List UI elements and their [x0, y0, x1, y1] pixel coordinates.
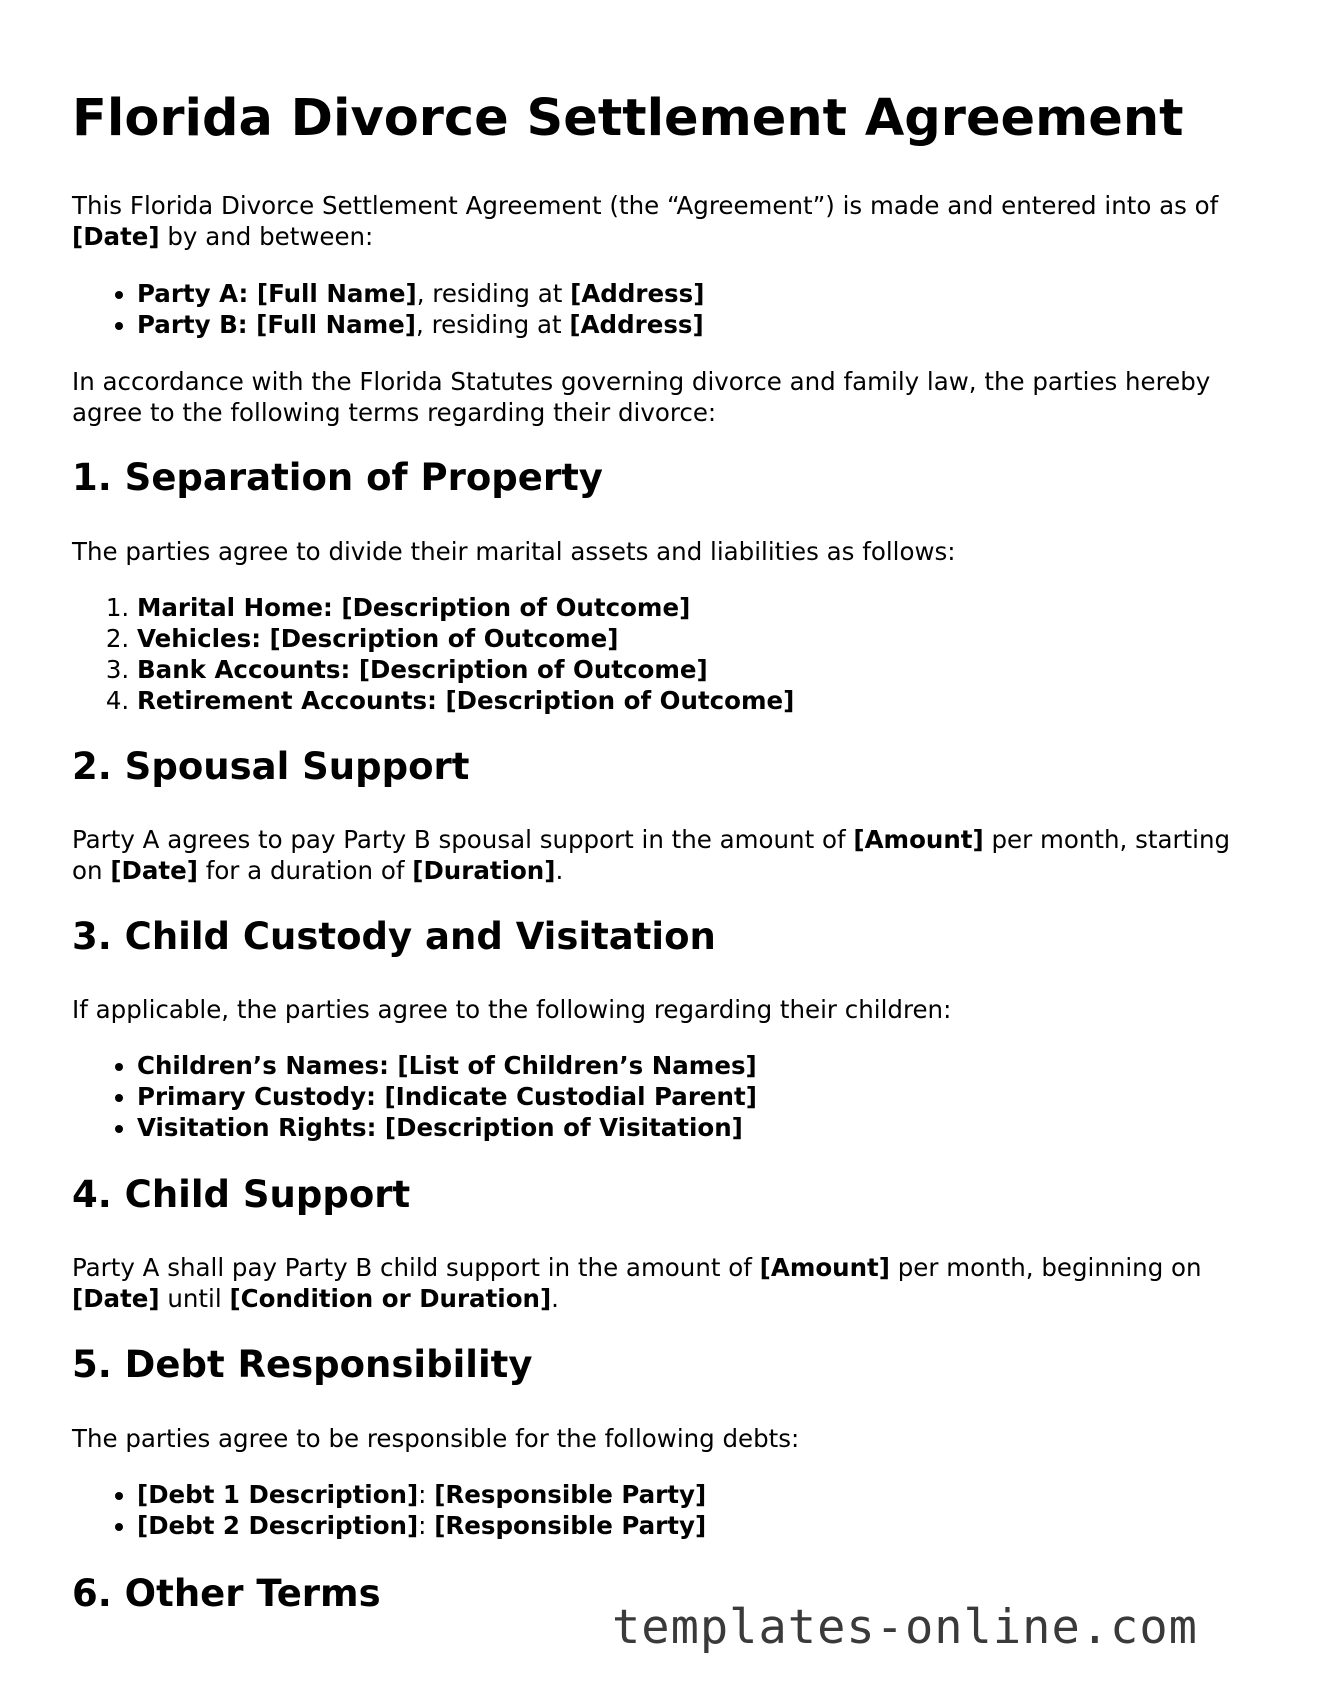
list-item: 2. Vehicles: [Description of Outcome]	[137, 623, 794, 654]
section-heading: 4. Child Support	[72, 1173, 411, 1216]
spousal-support-paragraph: Party A agrees to pay Party B spousal support in the amount of [Amount] per month, starting on [Date] for a duration of [Duration].	[72, 825, 1231, 885]
list-item: 3. Bank Accounts: [Description of Outcome]	[137, 654, 794, 685]
list-item: • [Debt 1 Description]: [Responsible Party]	[137, 1479, 706, 1510]
section-text: The parties agree to be responsible for the following debts:	[72, 1424, 800, 1453]
list-item: • Visitation Rights: [Description of Visitation]	[137, 1112, 757, 1143]
accordance-paragraph: In accordance with the Florida Statutes governing divorce and family law, the parties hereby agree to the following terms regarding their divorce:	[72, 367, 1211, 427]
section-text: The parties agree to divide their marital assets and liabilities as follows:	[72, 537, 956, 566]
intro-paragraph	[72, 190, 1252, 252]
custody-list	[72, 1050, 757, 1143]
property-list	[72, 592, 794, 716]
section-heading: 5. Debt Responsibility	[72, 1343, 533, 1386]
parties-list	[72, 278, 704, 340]
intro-date: [Date]	[72, 222, 160, 251]
intro-text-end: by and between:	[159, 222, 374, 251]
list-item: 1. Marital Home: [Description of Outcome]	[137, 592, 794, 623]
document-title: Florida Divorce Settlement Agreement	[72, 89, 1184, 148]
list-item: 4. Retirement Accounts: [Description of Outcome]	[137, 685, 794, 716]
intro-text: This Florida Divorce Settlement Agreement (the “Agreement”) is made and entered into as of	[72, 191, 1219, 220]
debt-list	[72, 1479, 706, 1541]
list-item: • Children’s Names: [List of Children’s Names]	[137, 1050, 757, 1081]
list-item: • [Debt 2 Description]: [Responsible Party]	[137, 1510, 706, 1541]
watermark: templates-online.com	[612, 1600, 1198, 1655]
section-heading: 1. Separation of Property	[72, 456, 603, 499]
child-support-paragraph: Party A shall pay Party B child support in the amount of [Amount] per month, beginning on [Date] until [Condition or Duration].	[72, 1253, 1202, 1313]
list-item: • Party A: [Full Name], residing at [Address]	[137, 278, 704, 309]
list-item: • Primary Custody: [Indicate Custodial Parent]	[137, 1081, 757, 1112]
section-heading: 2. Spousal Support	[72, 745, 470, 788]
section-text: If applicable, the parties agree to the following regarding their children:	[72, 995, 952, 1024]
section-heading: 3. Child Custody and Visitation	[72, 915, 716, 958]
list-item: • Party B: [Full Name], residing at [Address]	[137, 309, 704, 340]
section-heading: 6. Other Terms	[72, 1572, 381, 1615]
